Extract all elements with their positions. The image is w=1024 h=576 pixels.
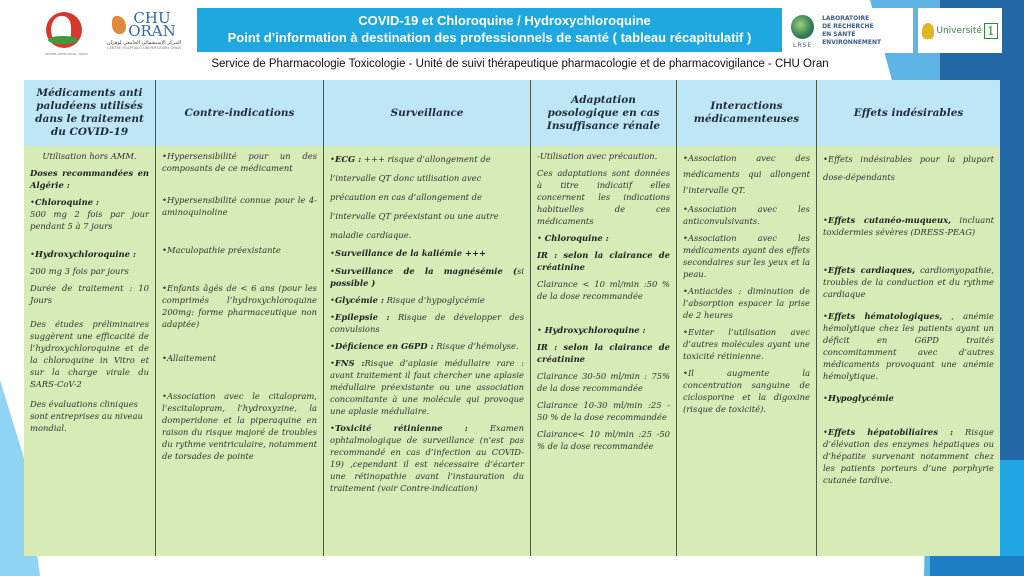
title-banner: [197, 8, 782, 52]
side-effect-text: cardiomyopathie, troubles de la conduction et du rythme cardiaque: [823, 265, 994, 299]
cap-logo-leaf-icon: [48, 36, 78, 44]
univ-logo-text: Université: [936, 25, 982, 36]
cell-surveillance: [324, 150, 530, 499]
surveillance-item-text: +++ risque d’allongement de l’intervalle QT donc utilisation avec précaution en cas d’allongement de l’intervalle QT préexistant ou une autre maladie cardiaque.: [330, 154, 499, 240]
side-effect-text: , anémie hémolytique chez les patients ayant un déficit en G6PD traités concomitamment avec d’autres médicaments provoquant une anémie hémolytique.: [823, 311, 994, 381]
ir-label: IR : selon la clairance de créatinine: [537, 342, 670, 364]
lrse-line-2: DE RECHERCHE: [822, 22, 874, 30]
univ-logo-number: 1: [984, 23, 998, 39]
column-contre-indications: [155, 80, 323, 556]
surveillance-item-label: possible ): [330, 278, 376, 288]
surveillance-item-label: Surveillance de la kaliémie +++: [334, 248, 486, 258]
universite-oran-logo: [918, 8, 1002, 53]
cell-adaptation-posologique: [531, 150, 676, 457]
contraindication-item: • Association avec le citalopram, l’escitalopram, l’hydroxyzine, la domperidone et la piperaquine en raison du risque majoré de troubles du rythme ventriculaire, notamment de torsades de pointe: [162, 390, 317, 462]
hydroxychloroquine-label: Hydroxychloroquine :: [544, 325, 646, 335]
ir-label: IR : selon la clairance de créatinine: [537, 250, 670, 272]
surveillance-item-text: Risque d’aplasie médullaire rare : avant traitement il faut chercher une aplasie médullaire préexistante ou une association concomitante à une molécule qui provoque une aplasie médullaire.: [330, 358, 524, 416]
usage-precaution: -Utilisation avec précaution.: [537, 151, 658, 161]
cell-interactions: [677, 150, 816, 420]
side-effect-label: Effets cutanéo-muqueux,: [827, 215, 952, 225]
clearance-rule: Clairance 10-30 ml/min :25 - 50 % de la dose recommandée: [537, 400, 670, 422]
interaction-item: • Il augmente la concentration sanguine de ciclosporine et la digoxine (risque de toxicité).: [683, 367, 810, 415]
surveillance-item-label: ECG :: [334, 154, 362, 164]
evaluations-text: Des évaluations cliniques sont entreprises au niveau mondial.: [30, 399, 143, 433]
side-effect-label: Effets hépatobiliaires :: [827, 427, 954, 437]
interaction-item: • Association avec les médicaments ayant des effets secondaires sur les yeux et la peau.: [683, 232, 810, 280]
cap-oran-logo: [42, 6, 86, 54]
surveillance-item-text: Risque d’hémolyse.: [433, 341, 519, 351]
lrse-logo: [787, 8, 913, 53]
clearance-rule: Clairance < 10 ml/min :50 % de la dose recommandée: [537, 279, 670, 301]
summary-table: [24, 80, 1000, 556]
side-effect-label: Effets cardiaques,: [827, 265, 915, 275]
chu-logo-arabic: المركز الإستشفائي الجامعي لوهران: [107, 40, 181, 46]
header-effets-indesirables: Effets indésirables: [853, 106, 964, 119]
surveillance-item-text: Risque d’hypoglycémie: [383, 295, 485, 305]
treatment-duration: Durée de traitement : 10 Jours: [30, 283, 149, 305]
chu-logo-title-1: CHU: [133, 9, 171, 27]
interaction-item: • Antiacides : diminution de l’absorption espacer la prise de 2 heures: [683, 285, 810, 321]
chu-logo-title-2: ORAN: [128, 22, 176, 40]
side-effect-label: Effets hématologiques,: [827, 311, 943, 321]
hydroxychloroquine-dose: 200 mg 3 fois par jours: [30, 266, 129, 276]
surveillance-item-label: Surveillance de la magnésémie (: [334, 266, 518, 276]
owl-icon: [922, 23, 934, 39]
cell-medicaments: [24, 150, 155, 439]
studies-text: Des études préliminaires suggèrent une efficacité de l’hydroxychloroquine et de la chloroquine in Vitro et sur la charge virale du SARS-CoV-2: [30, 319, 149, 389]
chu-oran-logo: [98, 6, 190, 56]
side-effect-text: Risque d’élévation des enzymes hépatiques ou d’hépatite survenant notamment chez les patients porteurs d’une porphyrie cutanée tardive.: [823, 427, 995, 485]
header-interactions: Interactions médicamenteuses: [693, 100, 800, 125]
lrse-line-3: EN SANTÉ ENVIRONNEMENT: [822, 30, 882, 46]
clearance-rule: Clairance< 10 ml/min :25 -50 % de la dose recommandée: [537, 429, 670, 451]
cell-effets-indesirables: [817, 150, 1000, 491]
contraindication-item: • Enfants âgés de < 6 ans (pour les comprimés l’hydroxychloroquine 200mg: forme pharmaceutique non adaptée): [162, 282, 317, 330]
column-surveillance: [323, 80, 530, 556]
column-adaptation-posologique: [530, 80, 676, 556]
clearance-rule: Clairance 30-50 ml/min : 75% de la dose recommandée: [537, 371, 670, 393]
interaction-item: • Association avec des médicaments qui allongent l’intervalle QT.: [683, 150, 810, 198]
chu-logo-subtitle: CENTRE HOSPITALO-UNIVERSITAIRE ORAN: [107, 46, 181, 50]
header-medicaments: Médicaments anti paludéens utilisés dans le traitement du COVID-19: [35, 87, 144, 138]
header-contre-indications: Contre-indications: [184, 106, 295, 119]
column-medicaments: [24, 80, 155, 556]
lrse-acronym: LRSE: [793, 42, 813, 49]
column-interactions: [676, 80, 816, 556]
surveillance-item-text: Examen ophtalmologique de surveillance (n’est pas recommandé en cas d’infection au COVID-19) ,cependant il est nécessaire d’écarter une rétinopathie avant l’instauration du traitement (voir Contre-indication): [330, 423, 524, 493]
chloroquine-label: Chloroquine :: [544, 233, 609, 243]
side-effect-label: Hypoglycémie: [827, 393, 894, 403]
background-shape-bottom: [930, 556, 1024, 576]
cell-contre-indications: [156, 150, 323, 467]
usage-text: Utilisation hors AMM.: [42, 151, 137, 161]
surveillance-item-label: Epilepsie :: [334, 312, 390, 322]
title-line-1: COVID-19 et Chloroquine / Hydroxychloroquine: [358, 13, 651, 28]
chloroquine-label: Chloroquine :: [34, 197, 100, 207]
side-effect-text: incluant toxidermies sévères (DRESS-PEAG): [823, 215, 994, 237]
hydroxychloroquine-label: Hydroxychloroquine :: [34, 249, 136, 259]
contraindication-item: • Hypersensibilité connue pour le 4-aminoquinoline: [162, 194, 317, 218]
surveillance-item-text: si: [517, 266, 524, 276]
lrse-line-1: LABORATOIRE: [822, 14, 870, 22]
algeria-map-icon: [112, 16, 126, 34]
surveillance-item-text: Risque de développer des convulsions: [330, 312, 525, 334]
doses-label: Doses recommandées en Algérie :: [30, 168, 149, 190]
side-effect-text: Effets indésirables pour la plupart dose-dépendants: [823, 154, 994, 182]
chloroquine-dose: 500 mg 2 fois par jour pendant 5 à 7 jours: [30, 209, 149, 231]
interaction-item: • Association avec les anticonvulsivants.: [683, 203, 810, 227]
contraindication-item: • Maculopathie préexistante: [162, 244, 317, 256]
column-effets-indesirables: [816, 80, 1000, 556]
globe-icon: [791, 15, 814, 39]
surveillance-item-label: Glycémie :: [334, 295, 384, 305]
surveillance-item-label: FNS :: [334, 358, 365, 368]
header-surveillance: Surveillance: [390, 106, 464, 119]
contraindication-item: • Hypersensibilité pour un des composants de ce médicament: [162, 150, 317, 174]
surveillance-item-label: Déficience en G6PD :: [334, 341, 434, 351]
adaptation-note: Ces adaptations sont données à titre indicatif elles concernent les indications habituelles de ces médicaments: [537, 168, 670, 226]
cap-logo-subtitle: CENTRE ANTIPOISON - ORAN: [44, 52, 88, 56]
header-adaptation-posologique: Adaptation posologique en cas Insuffisance rénale: [546, 93, 661, 132]
surveillance-item-label: Toxicité rétinienne :: [334, 423, 468, 433]
page-subtitle: Service de Pharmacologie Toxicologie - Unité de suivi thérapeutique pharmacologie et de pharmacovigilance - CHU Oran: [211, 58, 829, 70]
interaction-item: • Eviter l’utilisation avec d’autres molécules ayant une toxicité rétinienne.: [683, 326, 810, 362]
contraindication-item: • Allaitement: [162, 352, 317, 364]
title-line-2: Point d’information à destination des professionnels de santé ( tableau récapitulatif ): [227, 30, 752, 45]
